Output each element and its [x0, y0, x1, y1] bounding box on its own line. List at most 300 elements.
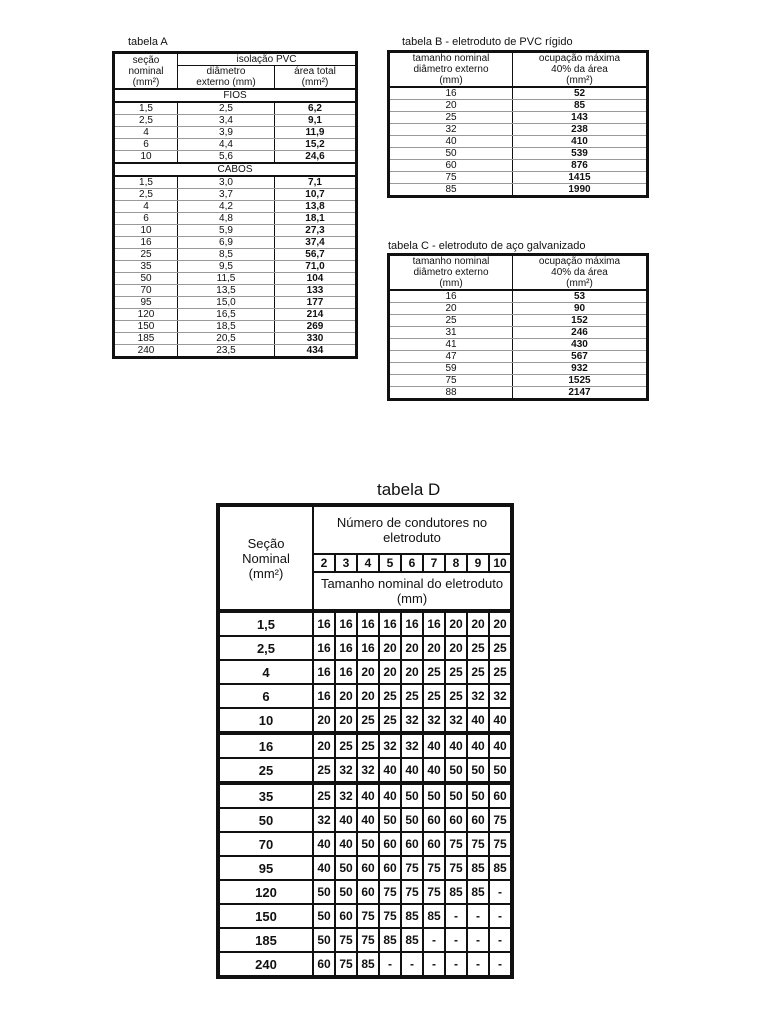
table-row [389, 136, 648, 148]
table-row [114, 189, 357, 201]
table-row [218, 928, 512, 952]
table-cell: 3,9 [178, 127, 275, 139]
table-cell: 85 [513, 100, 648, 112]
table-cell: - [445, 952, 467, 977]
row-label: 1,5 [218, 611, 313, 636]
table-cell: 269 [275, 321, 357, 333]
table-cell: 75 [379, 904, 401, 928]
table-cell: 60 [489, 783, 512, 808]
conductor-count: 4 [357, 554, 379, 572]
table-b-col-size-header [389, 52, 513, 88]
table-row [114, 151, 357, 164]
table-row [218, 733, 512, 758]
table-cell: 8,5 [178, 249, 275, 261]
table-row [114, 249, 357, 261]
table-cell: 40 [467, 708, 489, 733]
table-cell: 40 [423, 758, 445, 783]
header-line: externo (mm) [196, 77, 256, 88]
table-a-caption: tabela A [128, 36, 168, 48]
table-cell: 40 [489, 708, 512, 733]
table-cell: - [423, 928, 445, 952]
table-cell: 2,5 [114, 189, 178, 201]
row-label: 4 [218, 660, 313, 684]
table-cell: 60 [357, 880, 379, 904]
table-cell: 60 [445, 808, 467, 832]
table-cell: 13,5 [178, 285, 275, 297]
table-d-header [218, 505, 512, 611]
table-cell: 25 [389, 112, 513, 124]
table-cell: 25 [423, 660, 445, 684]
table-cell: 25 [467, 660, 489, 684]
table-cell: 60 [423, 832, 445, 856]
table-cell: 6,2 [275, 102, 357, 115]
row-label: 185 [218, 928, 313, 952]
table-cell: 53 [513, 290, 648, 303]
table-cell: 32 [423, 708, 445, 733]
table-row [389, 148, 648, 160]
header-line: (mm) [396, 591, 428, 606]
table-cell: 85 [467, 880, 489, 904]
table-cell: 85 [423, 904, 445, 928]
table-cell: 15,2 [275, 139, 357, 151]
table-cell: 10 [114, 151, 178, 164]
table-cell: - [401, 952, 423, 977]
table-cell: 6 [114, 213, 178, 225]
header-line: eletroduto [383, 530, 441, 545]
conductor-count: 3 [335, 554, 357, 572]
table-a [112, 51, 358, 359]
table-cell: 25 [114, 249, 178, 261]
table-c-col-size-header [389, 255, 513, 291]
table-cell: 20 [357, 660, 379, 684]
table-row [114, 333, 357, 345]
table-cell: 23,5 [178, 345, 275, 358]
header-line: diâmetro externo [413, 64, 489, 75]
table-cell: 20 [335, 684, 357, 708]
table-row [389, 351, 648, 363]
table-row [114, 213, 357, 225]
table-cell: 20,5 [178, 333, 275, 345]
table-cell: 85 [401, 928, 423, 952]
table-cell: 32 [401, 733, 423, 758]
table-cell: 75 [357, 904, 379, 928]
table-cell: 11,5 [178, 273, 275, 285]
header-line: tamanho nominal [412, 53, 490, 64]
table-cell: 75 [357, 928, 379, 952]
table-cell: 50 [389, 148, 513, 160]
header-line: ocupação máxima [538, 256, 621, 267]
table-c-body [389, 290, 648, 400]
table-cell: 32 [445, 708, 467, 733]
table-cell: 85 [379, 928, 401, 952]
row-label: 10 [218, 708, 313, 733]
conductor-count: 2 [313, 554, 335, 572]
table-cell: 177 [275, 297, 357, 309]
header-line: Nominal [242, 550, 290, 566]
table-cell: 40 [357, 783, 379, 808]
table-d-section-header [218, 505, 313, 611]
table-cell: 16 [313, 660, 335, 684]
table-cell: 32 [467, 684, 489, 708]
table-row [114, 139, 357, 151]
table-cell: 85 [489, 856, 512, 880]
table-a-col-section-header [114, 53, 178, 90]
header-line: 40% da área [551, 267, 608, 278]
table-cell: 6 [114, 139, 178, 151]
table-row [218, 808, 512, 832]
table-cell: 50 [313, 928, 335, 952]
table-row [389, 124, 648, 136]
table-cell: 50 [445, 783, 467, 808]
table-cell: 5,6 [178, 151, 275, 164]
table-row [389, 315, 648, 327]
row-label: 240 [218, 952, 313, 977]
table-cell: 16 [401, 611, 423, 636]
table-row [389, 100, 648, 112]
conductor-count: 9 [467, 554, 489, 572]
table-cell: 25 [379, 684, 401, 708]
table-cell: - [467, 904, 489, 928]
table-d-size-header [313, 572, 512, 611]
table-cell: 85 [467, 856, 489, 880]
table-cell: 20 [379, 660, 401, 684]
table-row [389, 172, 648, 184]
table-cell: 9,5 [178, 261, 275, 273]
table-cell: 60 [313, 952, 335, 977]
table-d-conductors-header [313, 505, 512, 554]
table-row [114, 273, 357, 285]
row-label: 16 [218, 733, 313, 758]
table-cell: 88 [389, 387, 513, 400]
table-cell: 40 [313, 832, 335, 856]
table-cell: 25 [313, 758, 335, 783]
table-cell: 1415 [513, 172, 648, 184]
table-row [114, 321, 357, 333]
table-cell: 70 [114, 285, 178, 297]
table-cell: 1,5 [114, 176, 178, 189]
table-cell: 40 [335, 808, 357, 832]
table-cell: 567 [513, 351, 648, 363]
table-cell: 75 [489, 832, 512, 856]
table-cell: 32 [489, 684, 512, 708]
table-cell: 50 [401, 808, 423, 832]
table-cell: 25 [445, 684, 467, 708]
table-cell: 143 [513, 112, 648, 124]
table-cell: 1,5 [114, 102, 178, 115]
table-row [218, 708, 512, 733]
header-line: (mm²) [566, 278, 593, 289]
table-cell: 40 [467, 733, 489, 758]
row-label: 25 [218, 758, 313, 783]
table-d [216, 503, 514, 979]
table-cell: 3,4 [178, 115, 275, 127]
header-line: Número de condutores no [336, 515, 488, 530]
table-row [218, 904, 512, 928]
table-cell: 25 [445, 660, 467, 684]
table-cell: 50 [379, 808, 401, 832]
table-cell: 60 [389, 160, 513, 172]
table-cell: 24,6 [275, 151, 357, 164]
table-cell: 40 [335, 832, 357, 856]
table-cell: 50 [335, 856, 357, 880]
table-cell: 50 [489, 758, 512, 783]
table-row [114, 176, 357, 189]
table-a-section-label: FIOS [114, 89, 357, 102]
table-row [114, 285, 357, 297]
table-cell: 20 [423, 636, 445, 660]
table-c-col-occupancy-header [513, 255, 648, 291]
table-cell: 25 [423, 684, 445, 708]
table-cell: 20 [445, 611, 467, 636]
table-cell: 20 [357, 684, 379, 708]
table-cell: 16 [335, 660, 357, 684]
table-cell: 40 [357, 808, 379, 832]
table-cell: 32 [313, 808, 335, 832]
table-cell: 32 [379, 733, 401, 758]
table-cell: 876 [513, 160, 648, 172]
table-cell: 60 [423, 808, 445, 832]
table-cell: 932 [513, 363, 648, 375]
table-cell: 32 [389, 124, 513, 136]
table-cell: 16 [335, 611, 357, 636]
table-cell: 41 [389, 339, 513, 351]
row-label: 2,5 [218, 636, 313, 660]
table-row [389, 184, 648, 197]
table-cell: 20 [401, 660, 423, 684]
header-line: (mm) [439, 75, 463, 86]
table-cell: 16 [389, 290, 513, 303]
table-cell: 85 [389, 184, 513, 197]
table-cell: 16 [313, 684, 335, 708]
table-c [387, 253, 649, 401]
table-cell: 75 [335, 952, 357, 977]
table-cell: 50 [445, 758, 467, 783]
conductor-count: 10 [489, 554, 512, 572]
table-a-col-diameter-header [178, 66, 275, 90]
table-cell: 60 [379, 856, 401, 880]
table-cell: 75 [389, 172, 513, 184]
table-row [389, 339, 648, 351]
table-cell: 133 [275, 285, 357, 297]
table-row [389, 387, 648, 400]
table-cell: 15,0 [178, 297, 275, 309]
table-b [387, 50, 649, 198]
table-cell: 95 [114, 297, 178, 309]
table-row [114, 261, 357, 273]
table-cell: 20 [389, 303, 513, 315]
table-cell: 4,8 [178, 213, 275, 225]
table-cell: 2147 [513, 387, 648, 400]
table-cell: 60 [467, 808, 489, 832]
table-cell: - [445, 904, 467, 928]
table-row [389, 327, 648, 339]
table-cell: 32 [335, 783, 357, 808]
table-cell: 75 [423, 880, 445, 904]
table-cell: 25 [389, 315, 513, 327]
table-cell: 32 [335, 758, 357, 783]
table-cell: 434 [275, 345, 357, 358]
table-cell: 20 [379, 636, 401, 660]
table-cell: 40 [423, 733, 445, 758]
table-row [218, 832, 512, 856]
table-row [389, 375, 648, 387]
table-cell: - [489, 928, 512, 952]
table-cell: 20 [467, 611, 489, 636]
table-cell: 330 [275, 333, 357, 345]
table-cell: 20 [389, 100, 513, 112]
table-row [389, 303, 648, 315]
table-cell: 75 [489, 808, 512, 832]
table-cell: - [467, 928, 489, 952]
table-cell: 50 [467, 758, 489, 783]
table-row [218, 636, 512, 660]
header-line: diâmetro externo [413, 267, 489, 278]
table-cell: 20 [489, 611, 512, 636]
table-cell: 6,9 [178, 237, 275, 249]
table-cell: 3,7 [178, 189, 275, 201]
table-cell: 71,0 [275, 261, 357, 273]
table-row [218, 611, 512, 636]
table-cell: 16 [389, 87, 513, 100]
table-cell: 9,1 [275, 115, 357, 127]
table-cell: 20 [313, 733, 335, 758]
table-row [114, 309, 357, 321]
table-cell: 104 [275, 273, 357, 285]
table-cell: 16 [313, 636, 335, 660]
table-cell: 85 [445, 880, 467, 904]
row-label: 150 [218, 904, 313, 928]
table-cell: 40 [445, 733, 467, 758]
table-cell: 7,1 [275, 176, 357, 189]
table-cell: 25 [357, 733, 379, 758]
table-cell: 246 [513, 327, 648, 339]
table-cell: 40 [379, 783, 401, 808]
table-cell: 56,7 [275, 249, 357, 261]
table-cell: 40 [401, 758, 423, 783]
table-cell: 16,5 [178, 309, 275, 321]
table-row [114, 127, 357, 139]
table-cell: 20 [401, 636, 423, 660]
header-line: diâmetro [206, 66, 246, 77]
table-row [218, 880, 512, 904]
table-cell: 50 [313, 880, 335, 904]
table-cell: 16 [379, 611, 401, 636]
table-row [218, 660, 512, 684]
table-cell: 4 [114, 201, 178, 213]
table-b-caption: tabela B - eletroduto de PVC rígido [402, 36, 573, 48]
header-line: Seção [247, 535, 285, 551]
table-cell: 50 [401, 783, 423, 808]
table-cell: 25 [489, 660, 512, 684]
table-cell: 16 [357, 636, 379, 660]
table-cell: 16 [313, 611, 335, 636]
table-cell: 152 [513, 315, 648, 327]
table-cell: 52 [513, 87, 648, 100]
table-row [218, 758, 512, 783]
table-row [389, 112, 648, 124]
table-row [114, 225, 357, 237]
row-label: 50 [218, 808, 313, 832]
table-row [114, 237, 357, 249]
table-cell: 240 [114, 345, 178, 358]
table-cell: 59 [389, 363, 513, 375]
table-cell: 10 [114, 225, 178, 237]
table-a-header [114, 53, 357, 90]
table-cell: 13,8 [275, 201, 357, 213]
table-cell: 75 [423, 856, 445, 880]
table-cell: 50 [467, 783, 489, 808]
table-row [114, 115, 357, 127]
row-label: 6 [218, 684, 313, 708]
table-cell: 16 [357, 611, 379, 636]
header-line: Tamanho nominal do eletroduto [320, 576, 504, 591]
table-cell: - [423, 952, 445, 977]
table-cell: 18,5 [178, 321, 275, 333]
table-cell: 40 [489, 733, 512, 758]
table-a-section-row [114, 163, 357, 176]
table-cell: 238 [513, 124, 648, 136]
header-line: tamanho nominal [412, 256, 490, 267]
table-cell: 50 [335, 880, 357, 904]
table-cell: 40 [389, 136, 513, 148]
table-cell: 20 [313, 708, 335, 733]
conductor-count: 5 [379, 554, 401, 572]
table-cell: 25 [335, 733, 357, 758]
table-cell: 60 [357, 856, 379, 880]
header-line: seção [132, 54, 160, 66]
table-cell: 50 [114, 273, 178, 285]
table-cell: 4,2 [178, 201, 275, 213]
table-cell: 25 [357, 708, 379, 733]
table-cell: 539 [513, 148, 648, 160]
table-b-body [389, 87, 648, 197]
table-cell: - [489, 904, 512, 928]
table-row [218, 952, 512, 977]
table-cell: 85 [357, 952, 379, 977]
row-label: 35 [218, 783, 313, 808]
table-cell: 75 [389, 375, 513, 387]
table-cell: 10,7 [275, 189, 357, 201]
table-a-section-row [114, 89, 357, 102]
table-cell: 75 [401, 856, 423, 880]
table-cell: - [489, 880, 512, 904]
table-c-caption: tabela C - eletroduto de aço galvanizado [388, 240, 586, 252]
table-row [114, 297, 357, 309]
table-cell: 214 [275, 309, 357, 321]
table-d-caption: tabela D [377, 480, 441, 499]
table-a-group-header: isolação PVC [178, 53, 357, 66]
table-cell: 37,4 [275, 237, 357, 249]
table-cell: 75 [335, 928, 357, 952]
table-cell: 60 [379, 832, 401, 856]
row-label: 120 [218, 880, 313, 904]
table-cell: - [445, 928, 467, 952]
table-c-header [389, 255, 648, 291]
table-row [114, 345, 357, 358]
table-cell: 11,9 [275, 127, 357, 139]
table-d-body [218, 611, 512, 977]
table-cell: 75 [379, 880, 401, 904]
table-cell: 75 [401, 880, 423, 904]
table-row [218, 684, 512, 708]
table-cell: 18,1 [275, 213, 357, 225]
table-cell: 50 [423, 783, 445, 808]
table-cell: 16 [114, 237, 178, 249]
table-b-col-occupancy-header [513, 52, 648, 88]
table-cell: 410 [513, 136, 648, 148]
table-cell: 2,5 [114, 115, 178, 127]
table-cell: 5,9 [178, 225, 275, 237]
